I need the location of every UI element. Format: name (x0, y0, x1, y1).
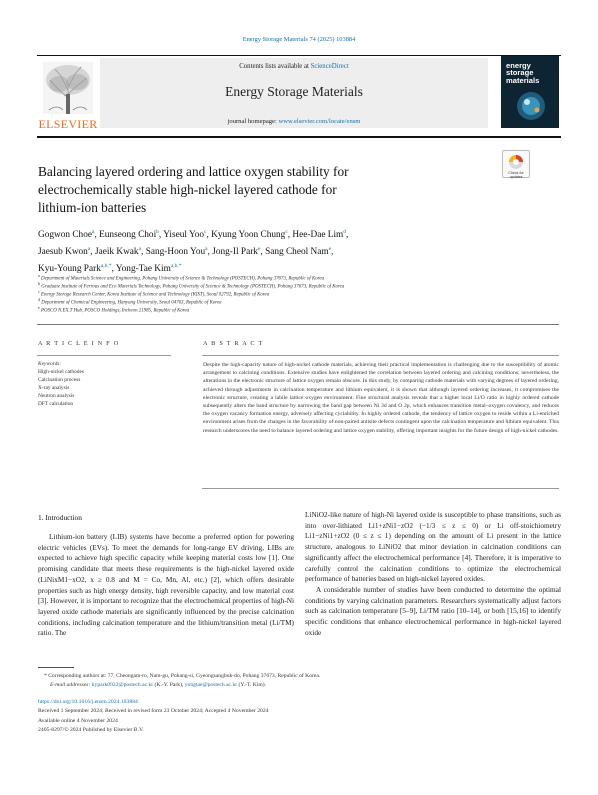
intro-paragraph: Lithium-ion battery (LIB) systems have become a preferred option for powering electric vehicles (EVs). To meet the demands for long-range EV driving, LIBs are expected to achieve high specific capacity while keeping material costs low [1]. One promising candidate that meets these requirements is the high-nickel layered oxide (LiNixM1−xO2, x ≥ 0.8 and M = Co, Mn, Al, etc.) [2], which offers desirable properties such as high energy density, high reversible capacity, and low material cost [3]. However, it is important to recognize that the electrochemical properties of high-Ni layered oxide cathode materials are significantly influenced by the precise calcination conditions, including calcination temperature and the lithium/transition metal (Li/TM) ratio. The (38, 532, 294, 638)
author[interactable]: Yong-Tae Kim$^{a,b,*}$ (115, 263, 182, 275)
journal-cover-thumbnail[interactable] (501, 56, 559, 128)
abstract-text: Despite the high-capacity nature of high-nickel cathode materials, achieving their practical implementation is challenging due to the susceptibility of atomic arrangement to calcining conditions. Extensive studies have enlightened the correlation between layered ordering and calcining conditions; nevertheless, the alterations in the electronic structure of lattice oxygen remain obscure. In this study, by comparing cathode materials with varying degrees of layered ordering, achieved through adjustments in calcination temperature and lithium equivalent, it is shown that although layered ordering increases, it compromises the electronic structure, creating a labile lattice oxygen environment. Fine structural analysis reveals that a higher local Li/O ratio in highly ordered cathode subsequently alters the band structure by narrowing the band gap between Ni 3d and O 2p, which enhances transition metal–oxygen covalency, and reduces the oxygen vacancy formation energy, adversely affecting cyclability. In highly ordered cathode, the tendency of lattice oxygen to reside within a Li-enriched environment arises from the changes in the favorability of non-paired antisite defects contingent upon the calcination temperature and lithium equivalent. This research underscores the need to balance layered ordering and lattice oxygen stability, offering important insights for the future design of high-nickel cathodes. (203, 362, 559, 434)
keyword[interactable]: DFT calculation (38, 401, 74, 407)
homepage-prefix: journal homepage: (227, 118, 279, 125)
author[interactable]: Kyung Yoon Chung$^c$ (211, 229, 288, 241)
cover-art (509, 88, 553, 124)
intro-left-column (38, 532, 294, 639)
publisher-wordmark: ELSEVIER (38, 117, 98, 131)
keyword[interactable]: High-nickel cathodes (38, 369, 84, 375)
intro-paragraph: LiNiO2-like nature of high-Ni layered oxide is susceptible to phase transitions, such as into over-lithiated Li1+zNi1−zO2 (−1/3 ≤ z ≤ 0) or Li off-stoichiometry Li1−zNi1+zO2 (0 ≤ z ≤ 1) depending on the amount of Li present in the lattice structure, analogous to LiNiO2 that minor deviation in calcination conditions can significantly affect the electrochemical performance [4]. Therefore, it is imperative to carefully control the calcination conditions to optimize the electrochemical performance of batteries based on high-nickel layered oxides. (305, 510, 561, 584)
email-link[interactable]: yongtae@postech.ac.kr (184, 682, 238, 688)
contents-line (100, 63, 488, 70)
header-bottom-rule (37, 136, 561, 138)
author[interactable]: Sang Cheol Nam$^e$ (265, 246, 332, 258)
introduction-heading: 1. Introduction (38, 513, 82, 522)
keyword[interactable]: Calcination process (38, 377, 81, 383)
author[interactable]: Jong-Il Park$^e$ (212, 246, 261, 258)
abstract-rule (202, 355, 559, 356)
affiliation: $^d$ Department of Chemical Engineering, Hanyang University, Seoul 04763, Republic of Korea (38, 297, 222, 306)
author-list: Gogwon Choe$^a$, Eunseong Choi$^b$, Yiseul Yoo$^c$, Kyung Yoon Chung$^c$, Hee-Dae Lim$^d$, Jaesub Kwon$^a$, Jaeik Kwak$^a$, Sang-Hoon You$^a$, Jong-Il Park$^e$, Sang Cheol Nam$^e$, Kyu-Young Park$^{a,b,*}$, Yong-Tae Kim$^{a,b,*}$ (38, 229, 349, 275)
author[interactable]: Eunseong Choi$^b$ (99, 229, 159, 241)
check-for-updates-badge[interactable] (502, 150, 530, 178)
article-info-rule (37, 355, 171, 356)
cover-line-2: storage (506, 68, 534, 78)
abstract-heading: A B S T R A C T (203, 340, 264, 347)
homepage-link[interactable]: www.elsevier.com/locate/ensm (278, 118, 361, 125)
email-link[interactable]: kypark0922@postech.ac.kr (91, 682, 154, 688)
affiliation: $^e$ POSCO N.EX.T Hub, POSCO Holdings, Incheon 21985, Republic of Korea (38, 305, 190, 314)
cover-line-1: energy (506, 61, 531, 70)
keyword[interactable]: X-ray analysis (38, 385, 70, 391)
check-updates-label: Check for updates (508, 171, 524, 179)
doi-link[interactable]: https://doi.org/10.1016/j.ensm.2024.103884 (38, 699, 138, 705)
contents-prefix: Contents lists available at (239, 63, 311, 70)
author[interactable]: Kyu-Young Park$^{a,b,*}$ (38, 263, 112, 275)
article-info-heading: A R T I C L E I N F O (38, 340, 120, 347)
keyword[interactable]: Neutron analysis (38, 393, 75, 399)
author[interactable]: Jaesub Kwon$^a$ (38, 246, 91, 258)
cover-line-3: materials (506, 75, 540, 85)
author[interactable]: Hee-Dae Lim$^d$ (292, 229, 347, 241)
keywords-label: Keywords: (38, 361, 62, 367)
author[interactable]: Gogwon Choe$^a$ (38, 229, 95, 241)
title-line-2: electrochemically stable high-nickel layered cathode for (38, 182, 337, 197)
journal-name: Energy Storage Materials (225, 84, 363, 99)
sciencedirect-link[interactable]: ScienceDirect (310, 63, 349, 70)
article-title (38, 163, 478, 217)
check-updates-icon (503, 153, 529, 171)
footnote-rule (38, 667, 74, 668)
title-line-3: lithium-ion batteries (38, 200, 147, 215)
title-line-1: Balancing layered ordering and lattice oxygen stability for (38, 164, 349, 179)
author[interactable]: Sang-Hoon You$^a$ (145, 246, 208, 258)
intro-right-column (305, 510, 561, 638)
email-line (38, 681, 558, 690)
cover-title (506, 62, 539, 84)
header-top-rule (37, 55, 561, 56)
homepage-line (100, 118, 488, 125)
journal-reference[interactable]: Energy Storage Materials 74 (2025) 103884 (242, 36, 356, 43)
abstract-bottom-rule (202, 488, 559, 489)
corresponding-author-note: * Corresponding authors at: 77, Cheongam-ro, Nam-gu, Pohang-si, Gyeongsangbuk-do, Pohang 37673, Republic of Korea. (44, 673, 321, 679)
author[interactable]: Jaeik Kwak$^a$ (94, 246, 142, 258)
online-date: Available online 4 November 2024 (38, 718, 118, 724)
affiliation: $^b$ Graduate Institute of Ferrous and Eco Materials Technology, Pohang University of Science & Technology (POSTECH), Pohang 37673, Republic of Korea (38, 281, 345, 290)
affiliation-divider (37, 324, 559, 325)
affiliation: $^c$ Energy Storage Research Center, Korea Institute of Science and Technology (KIST), Seoul 02792, Republic of Korea (38, 289, 270, 298)
received-dates: Received 1 September 2024; Received in revised form 23 October 2024; Accepted 4 November 2024 (38, 708, 269, 714)
email-label: E-mail addresses: (50, 682, 92, 688)
affiliation: $^a$ Department of Materials Science and Engineering, Pohang University of Science & Technology (POSTECH), Pohang 37673, Republic of Korea (38, 273, 325, 282)
email-owner: (K.-Y. Park), (153, 682, 185, 688)
intro-paragraph: A considerable number of studies have been conducted to determine the optimal conditions by varying calcination parameters. Researchers systematically adjust factors such as calcination temperature [5–9], Li/TM ratio [10–14], or both [15,16] to identify specific conditions that enhance electrochemical performance in high-nickel layered oxide (305, 584, 561, 637)
author[interactable]: Yiseul Yoo$^c$ (163, 229, 207, 241)
issn-copyright: 2405-8297/© 2024 Published by Elsevier B.V. (38, 727, 144, 733)
email-owner: (Y.-T. Kim). (237, 682, 266, 688)
